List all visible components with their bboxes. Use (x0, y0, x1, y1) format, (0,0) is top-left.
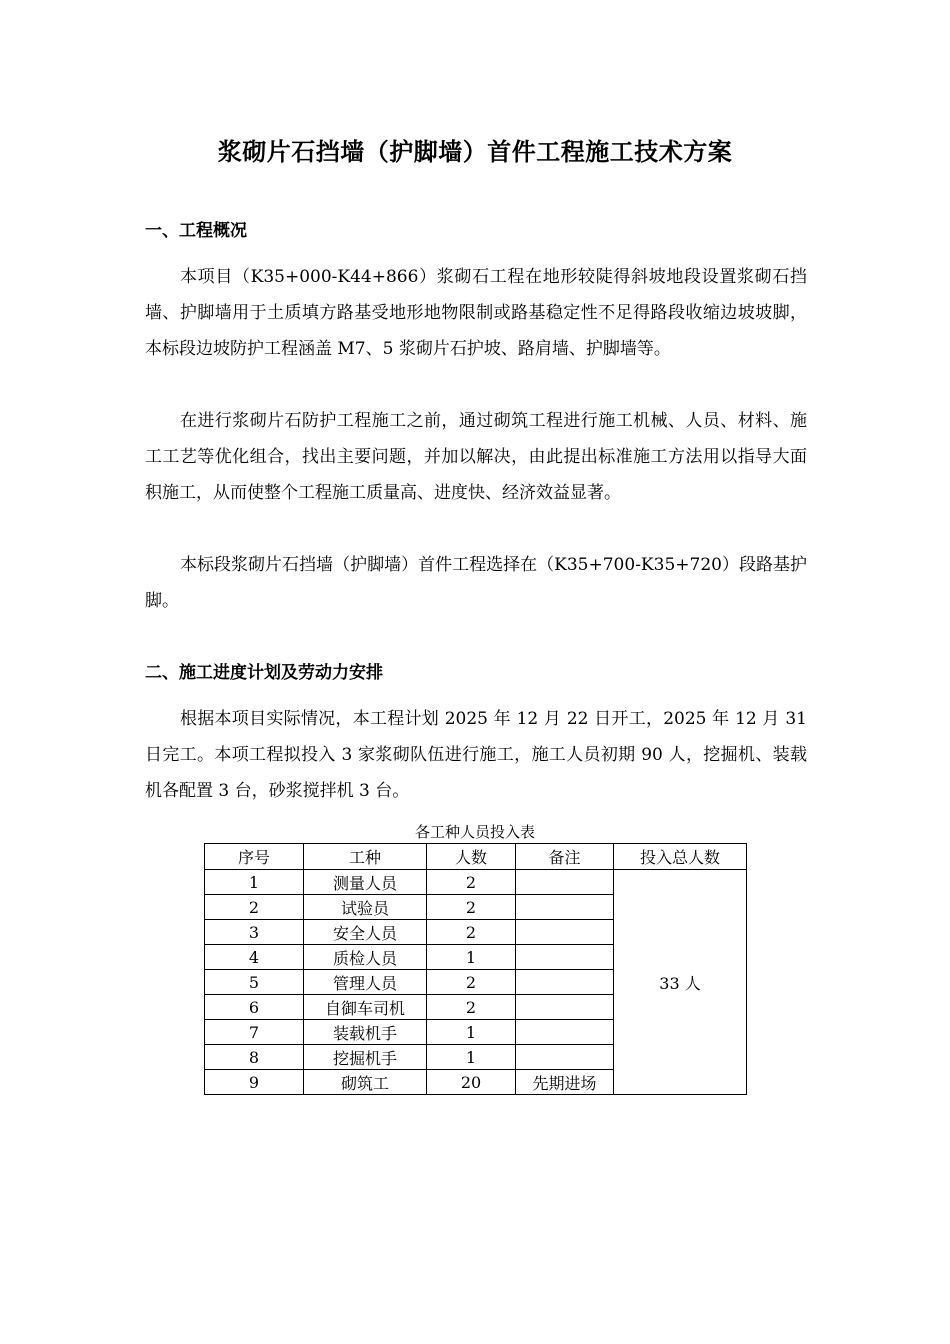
paragraph-pre-construction: 在进行浆砌片石防护工程施工之前，通过砌筑工程进行施工机械、人员、材料、施工工艺等优化组合，找出主要问题，并加以解决，由此提出标准施工方法用以指导大面积施工，从而使整个工程施工质量高、进度快、经济效益显著。 (145, 411, 807, 503)
cell-count: 1 (427, 1045, 516, 1070)
cell-work-type: 砌筑工 (304, 1070, 427, 1095)
cell-count: 2 (427, 920, 516, 945)
cell-work-type: 测量人员 (304, 870, 427, 895)
cell-note: 先期进场 (516, 1070, 614, 1095)
table-header-row (205, 844, 747, 870)
section-heading-schedule: 二、施工进度计划及劳动力安排 (145, 663, 383, 683)
cell-number: 6 (205, 995, 304, 1020)
cell-count: 1 (427, 1020, 516, 1045)
cell-note (516, 945, 614, 970)
cell-note (516, 1045, 614, 1070)
cell-count: 2 (427, 995, 516, 1020)
cell-work-type: 挖掘机手 (304, 1045, 427, 1070)
header-work-type: 工种 (304, 844, 427, 870)
cell-total-count: 33 人 (614, 870, 747, 1095)
cell-count: 2 (427, 895, 516, 920)
cell-work-type: 自御车司机 (304, 995, 427, 1020)
paragraph-schedule: 根据本项目实际情况，本工程计划 2025 年 12 月 22 日开工，2025 年 12 月 31 日完工。本项工程拟投入 3 家浆砌队伍进行施工，施工人员初期 90 人，挖掘机、装载机各配置 3 台，砂浆搅拌机 3 台。 (145, 709, 807, 801)
cell-work-type: 管理人员 (304, 970, 427, 995)
header-total: 投入总人数 (614, 844, 747, 870)
paragraph-project-overview: 本项目（K35+000-K44+866）浆砌石工程在地形较陡得斜坡地段设置浆砌石挡墙、护脚墙用于土质填方路基受地形地物限制或路基稳定性不足得路段收缩边坡坡脚，本标段边坡防护工程涵盖 M7、5 浆砌片石护坡、路肩墙、护脚墙等。 (145, 267, 807, 359)
cell-number: 3 (205, 920, 304, 945)
header-note: 备注 (516, 844, 614, 870)
document-title: 浆砌片石挡墙（护脚墙）首件工程施工技术方案 (217, 137, 733, 166)
cell-count: 1 (427, 945, 516, 970)
cell-number: 9 (205, 1070, 304, 1095)
cell-work-type: 安全人员 (304, 920, 427, 945)
cell-note (516, 895, 614, 920)
cell-note (516, 970, 614, 995)
cell-note (516, 995, 614, 1020)
header-count: 人数 (427, 844, 516, 870)
cell-number: 8 (205, 1045, 304, 1070)
staff-allocation-table (204, 843, 747, 1095)
cell-number: 1 (205, 870, 304, 895)
cell-number: 7 (205, 1020, 304, 1045)
cell-number: 4 (205, 945, 304, 970)
section-heading-overview: 一、工程概况 (145, 221, 247, 241)
cell-work-type: 质检人员 (304, 945, 427, 970)
cell-count: 2 (427, 870, 516, 895)
cell-count: 2 (427, 970, 516, 995)
table-caption: 各工种人员投入表 (414, 823, 535, 841)
table-row (205, 870, 747, 895)
cell-note (516, 920, 614, 945)
cell-note (516, 1020, 614, 1045)
cell-number: 5 (205, 970, 304, 995)
cell-number: 2 (205, 895, 304, 920)
cell-note (516, 870, 614, 895)
cell-work-type: 试验员 (304, 895, 427, 920)
cell-count: 20 (427, 1070, 516, 1095)
paragraph-first-work-location: 本标段浆砌片石挡墙（护脚墙）首件工程选择在（K35+700-K35+720）段路基护脚。 (145, 555, 807, 611)
cell-work-type: 装载机手 (304, 1020, 427, 1045)
header-number: 序号 (205, 844, 304, 870)
